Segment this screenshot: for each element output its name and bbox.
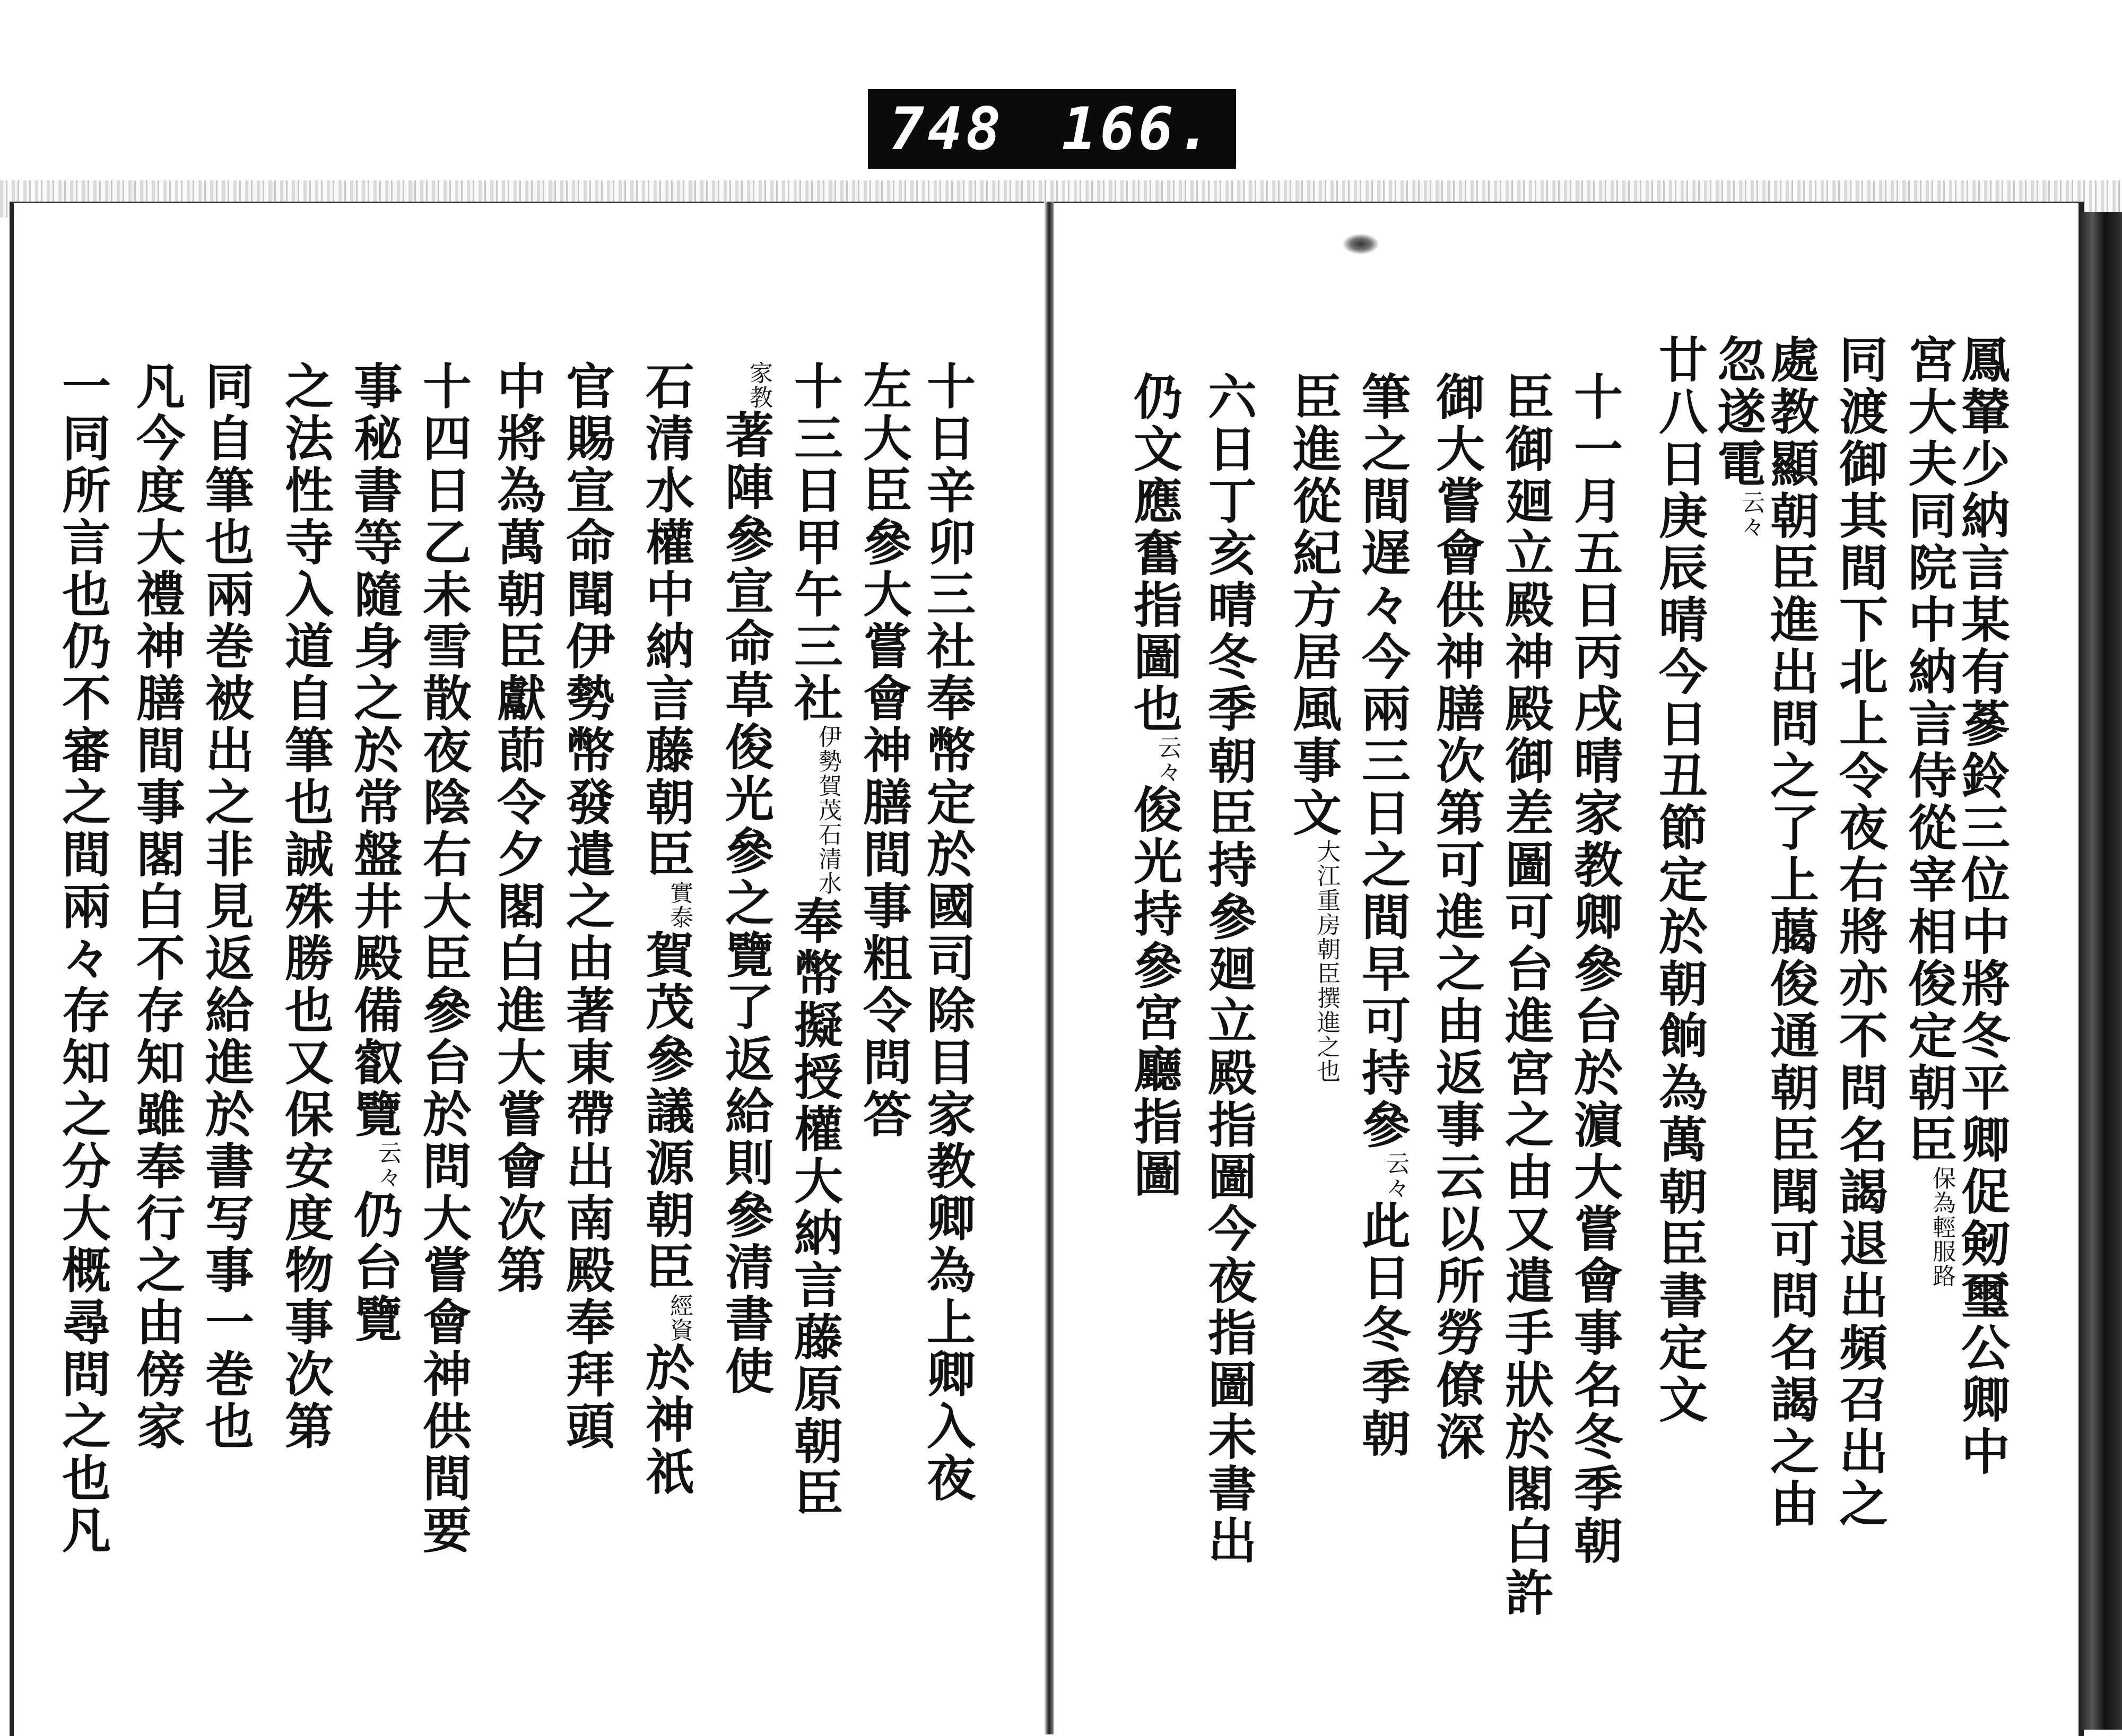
right-col-2: 宮大夫同院中納言侍從宰相俊定朝臣保為輕服路 [1900,334,1958,1288]
archive-number-right: 166. [1062,95,1215,163]
book-gutter [1044,202,1054,1734]
left-col-6: 官賜宣命聞伊勢幣發遣之由著東帶出南殿奉拜頭 [558,361,615,1453]
right-col-13: 仍文應奮指圖也云々俊光持參宮廳指圖 [1126,371,1183,1200]
right-col-7: 十一月五日丙戌晴家教卿參台於濵大嘗會事名冬季朝 [1566,371,1623,1567]
left-col-1: 十日辛卯三社奉幣定於國司除目家教卿為上卿入夜 [919,361,976,1505]
left-col-2: 左大臣參大嘗會神膳間事粗令問答 [855,361,912,1141]
right-col-6: 廿八日庚辰晴今日丑節定於朝餉為萬朝臣書定文 [1651,334,1708,1426]
right-col-4: 處教顯朝臣進出問之了上﨟俊通朝臣聞可問名謁之由 [1762,334,1820,1530]
right-col-8: 臣御廻立殿神殿御差圖可台進宮之由又遣手狀於閣白許 [1497,371,1554,1619]
right-col-1: 鳳輦少納言某有蔘鈴三位中將冬平卿促剱璽公卿中 [1953,334,2011,1478]
right-col-10: 筆之間遅々今兩三日之間早可持參云々此日冬季朝 [1354,371,1411,1460]
ink-smudge [1342,233,1379,255]
left-col-11: 同自筆也兩巻被出之非見返給進於書写事一巻也 [197,361,255,1453]
right-col-9: 御大嘗會供神膳次第可進之由返事云以所勞僚深 [1428,371,1485,1463]
left-col-5: 石清水權中納言藤朝臣實泰賀茂參議源朝臣經資於神祇 [638,361,695,1498]
archive-number-left: 748 [889,95,1004,163]
open-book [0,180,2122,1734]
left-col-12: 凡今度大禮神膳間事閣白不存知雖奉行之由傍家 [128,361,186,1453]
right-col-12: 六日丁亥晴冬季朝臣持參廻立殿指圖今夜指圖未書出 [1200,371,1257,1567]
left-col-13: 一同所言也仍不審之間兩々存知之分大概尋問之也凡 [54,361,111,1557]
archive-label [868,89,1236,169]
right-col-5: 忽遂電云々 [1709,334,1767,539]
left-col-9: 事秘書等隨身之於常盤井殿備叡覽云々仍台覽 [346,361,403,1346]
left-col-8: 十四日乙未雪散夜陰右大臣參台於問大嘗會神供間要 [415,361,472,1557]
left-col-10: 之法性寺入道自筆也誠殊勝也又保安度物事次第 [277,361,334,1453]
right-col-11: 臣進從紀方居風事文大江重房朝臣撰進之也 [1285,371,1342,1083]
left-col-7: 中將為萬朝臣獻莭令夕閣白進大嘗會次第 [489,361,546,1297]
left-col-3: 十三日甲午三社伊勢賀茂石清水奉幣擬授權大納言藤原朝臣 [786,361,843,1520]
book-fore-edge [2080,212,2122,1730]
left-col-4: 家教著陣參宣命草俊光參之覽了返給則參清書使 [717,361,775,1398]
right-col-3: 同渡御其間下北上令夜右將亦不問名謁退出頻召出之 [1831,334,1889,1530]
